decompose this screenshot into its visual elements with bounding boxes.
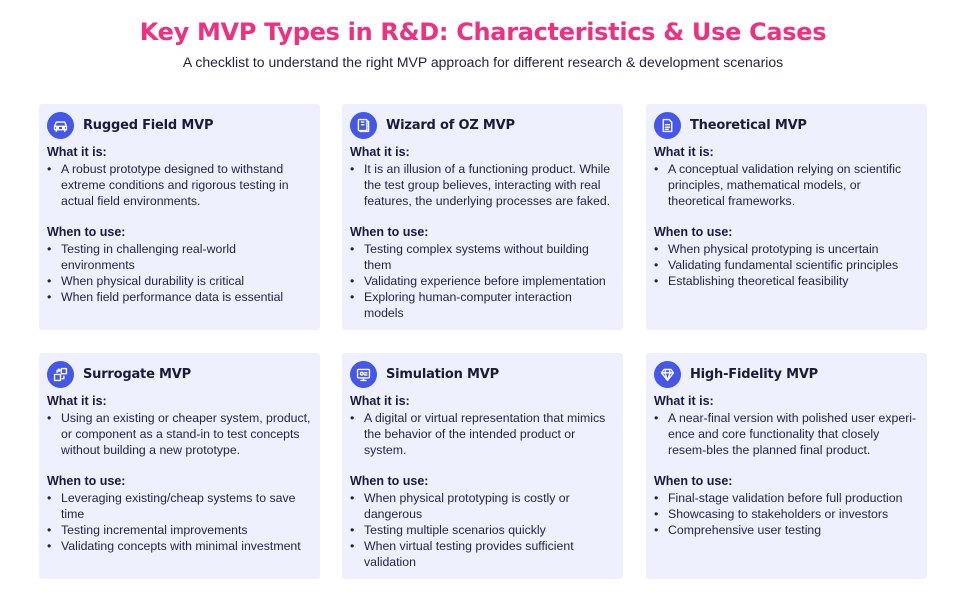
car-icon xyxy=(47,112,74,139)
what-label: What it is: xyxy=(350,145,410,159)
when-list xyxy=(654,241,918,289)
what-list xyxy=(350,410,614,458)
when-list xyxy=(350,241,614,321)
card-simulation-mvp xyxy=(342,353,623,579)
list-item: • Validating experience before implementation xyxy=(350,273,614,289)
when-list xyxy=(350,490,614,570)
card-title: Simulation MVP xyxy=(386,366,499,382)
page-title: Key MVP Types in R&D: Characteristics & Use Cases xyxy=(139,18,827,46)
list-item: • It is an illusion of a functioning product. While the test group believes, interacting with real features, the underlying processes are faked. xyxy=(350,161,614,209)
list-item: • Testing in challenging real-world environments xyxy=(47,241,311,273)
card-title: Wizard of OZ MVP xyxy=(386,117,515,133)
list-item: • When physical prototyping is uncertain xyxy=(654,241,918,257)
what-label: What it is: xyxy=(47,394,107,408)
card-title: Surrogate MVP xyxy=(83,366,191,382)
card-wizard-of-oz-mvp xyxy=(342,104,623,330)
book-icon xyxy=(350,112,377,139)
what-label: What it is: xyxy=(654,145,714,159)
what-list xyxy=(47,161,311,209)
when-label: When to use: xyxy=(350,474,429,488)
list-item: • Final-stage validation before full production xyxy=(654,490,918,506)
list-item: • When field performance data is essential xyxy=(47,289,311,305)
what-label: What it is: xyxy=(350,394,410,408)
when-label: When to use: xyxy=(654,225,733,239)
list-item: • A conceptual validation relying on scientific principles, mathematical models, or theoretical frameworks. xyxy=(654,161,918,209)
diamond-icon xyxy=(654,361,681,388)
list-item: • Validating fundamental scientific principles xyxy=(654,257,918,273)
swap-icon xyxy=(47,361,74,388)
card-rugged-field-mvp xyxy=(39,104,320,330)
what-list xyxy=(654,410,918,458)
when-label: When to use: xyxy=(47,225,126,239)
what-label: What it is: xyxy=(654,394,714,408)
when-label: When to use: xyxy=(654,474,733,488)
when-label: When to use: xyxy=(350,225,429,239)
when-list xyxy=(47,490,311,554)
simulation-screen-icon xyxy=(350,361,377,388)
list-item: • Validating concepts with minimal investment xyxy=(47,538,311,554)
page-subtitle: A checklist to understand the right MVP approach for different research & development scenarios xyxy=(182,54,784,70)
what-list xyxy=(350,161,614,209)
card-title: Rugged Field MVP xyxy=(83,117,214,133)
list-item: • Testing multiple scenarios quickly xyxy=(350,522,614,538)
when-list xyxy=(654,490,918,538)
list-item: • A near-final version with polished user experi-ence and core functionality that closely resem-bles the planned final product. xyxy=(654,410,918,458)
card-high-fidelity-mvp xyxy=(646,353,927,579)
list-item: • Testing complex systems without building them xyxy=(350,241,614,273)
what-list xyxy=(47,410,311,458)
what-label: What it is: xyxy=(47,145,107,159)
list-item: • A robust prototype designed to withstand extreme conditions and rigorous testing in actual field environments. xyxy=(47,161,311,209)
list-item: • When virtual testing provides sufficient validation xyxy=(350,538,614,570)
list-item: • When physical prototyping is costly or dangerous xyxy=(350,490,614,522)
list-item: • A digital or virtual representation that mimics the behavior of the intended product or system. xyxy=(350,410,614,458)
when-list xyxy=(47,241,311,305)
list-item: • Comprehensive user testing xyxy=(654,522,918,538)
card-theoretical-mvp xyxy=(646,104,927,330)
list-item: • Testing incremental improvements xyxy=(47,522,311,538)
list-item: • When physical durability is critical xyxy=(47,273,311,289)
list-item: • Showcasing to stakeholders or investors xyxy=(654,506,918,522)
when-label: When to use: xyxy=(47,474,126,488)
what-list xyxy=(654,161,918,209)
card-title: Theoretical MVP xyxy=(690,117,807,133)
list-item: • Using an existing or cheaper system, product, or component as a stand-in to test concepts without building a new prototype. xyxy=(47,410,311,458)
list-item: • Exploring human-computer interaction models xyxy=(350,289,614,321)
list-item: • Leveraging existing/cheap systems to save time xyxy=(47,490,311,522)
card-title: High-Fidelity MVP xyxy=(690,366,819,382)
document-icon xyxy=(654,112,681,139)
card-surrogate-mvp xyxy=(39,353,320,579)
list-item: • Establishing theoretical feasibility xyxy=(654,273,918,289)
